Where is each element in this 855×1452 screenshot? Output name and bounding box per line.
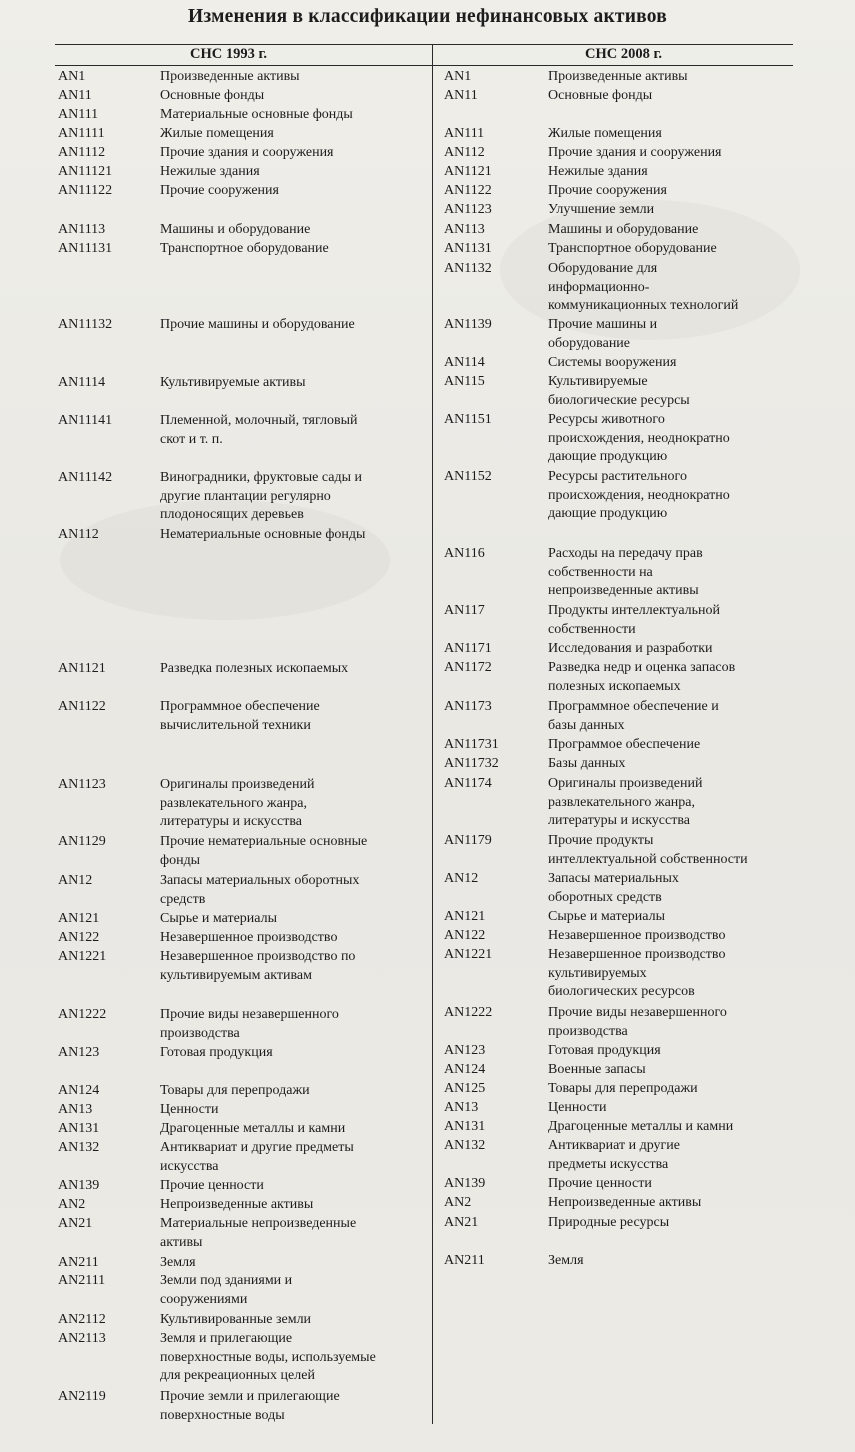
- asset-code: AN1122: [444, 183, 492, 198]
- asset-description: Прочие здания и сооружения: [548, 145, 722, 160]
- asset-code: AN1139: [444, 317, 492, 332]
- asset-description: поверхностные воды: [160, 1407, 285, 1423]
- asset-description: Культивируемые: [548, 374, 648, 389]
- asset-code: AN125: [444, 1081, 486, 1096]
- asset-description: Оригиналы произведений: [548, 776, 703, 791]
- asset-description: Разведка полезных ископаемых: [160, 661, 349, 676]
- asset-description: непроизведенные активы: [548, 583, 699, 598]
- asset-description: Нематериальные основные фонды: [160, 527, 366, 542]
- asset-description: производства: [160, 1025, 240, 1041]
- asset-code: AN1172: [444, 660, 492, 675]
- asset-description: биологических ресурсов: [548, 984, 695, 999]
- asset-code: AN21: [444, 1215, 479, 1230]
- asset-code: AN11141: [58, 413, 113, 428]
- asset-code: AN12: [444, 871, 479, 886]
- asset-code: AN11731: [444, 737, 499, 752]
- asset-description: Ценности: [160, 1102, 219, 1117]
- asset-code: AN1221: [58, 949, 107, 964]
- asset-description: Прочие здания и сооружения: [160, 145, 334, 160]
- asset-code: AN122: [444, 928, 486, 943]
- asset-code: AN1: [444, 69, 472, 84]
- asset-code: AN1152: [444, 469, 492, 484]
- asset-description: Ресурсы растительного: [548, 469, 687, 484]
- column-divider: [432, 44, 433, 1424]
- asset-description: Земля и прилегающие: [160, 1331, 293, 1346]
- asset-description: Драгоценные металлы и камни: [548, 1119, 734, 1134]
- asset-code: AN13: [58, 1102, 93, 1117]
- asset-description: Запасы материальных: [548, 871, 679, 886]
- asset-code: AN1174: [444, 776, 492, 791]
- asset-code: AN11121: [58, 164, 113, 179]
- asset-description: Непроизведенные активы: [160, 1197, 314, 1212]
- asset-description: культивируемых: [548, 965, 647, 981]
- asset-description: Улучшение земли: [548, 202, 655, 217]
- asset-description: Прочие машины и: [548, 317, 658, 332]
- asset-description: Природные ресурсы: [548, 1215, 670, 1230]
- asset-description: Незавершенное производство по: [160, 949, 356, 964]
- asset-code: AN132: [58, 1140, 100, 1155]
- asset-description: Программное обеспечение: [160, 699, 320, 714]
- asset-code: AN1123: [444, 202, 492, 217]
- asset-description: сооружениями: [160, 1291, 248, 1307]
- asset-description: Транспортное оборудование: [160, 241, 329, 256]
- asset-description: Программное обеспечение и: [548, 699, 719, 714]
- asset-description: Продукты интеллектуальной: [548, 603, 721, 618]
- asset-code: AN2111: [58, 1273, 106, 1288]
- asset-description: плодоносящих деревьев: [160, 507, 304, 522]
- asset-description: собственности на: [548, 564, 653, 580]
- asset-description: Незавершенное производство: [548, 947, 726, 962]
- asset-description: Нежилые здания: [160, 164, 260, 179]
- asset-code: AN114: [444, 355, 485, 370]
- asset-description: базы данных: [548, 717, 625, 733]
- asset-description: Машины и оборудование: [548, 222, 699, 237]
- asset-description: Жилые помещения: [160, 126, 274, 141]
- asset-description: Прочие сооружения: [160, 183, 279, 198]
- asset-description: искусства: [160, 1158, 219, 1174]
- asset-description: другие плантации регулярно: [160, 488, 331, 504]
- asset-description: Системы вооружения: [548, 355, 677, 370]
- asset-code: AN1111: [58, 126, 105, 141]
- asset-description: Товары для перепродажи: [548, 1081, 698, 1096]
- asset-code: AN121: [58, 911, 100, 926]
- asset-description: Прочие ценности: [548, 1176, 652, 1191]
- asset-description: интеллектуальной собственности: [548, 851, 748, 867]
- asset-description: для рекреационных целей: [160, 1368, 315, 1383]
- asset-description: поверхностные воды, используемые: [160, 1349, 376, 1365]
- asset-code: AN1112: [58, 145, 106, 160]
- asset-code: AN1151: [444, 412, 492, 427]
- asset-description: Драгоценные металлы и камни: [160, 1121, 346, 1136]
- asset-code: AN111: [58, 107, 99, 122]
- asset-code: AN2: [444, 1195, 472, 1210]
- asset-code: AN1132: [444, 261, 492, 276]
- asset-description: Земли под зданиями и: [160, 1273, 293, 1288]
- asset-description: Антиквариат и другие: [548, 1138, 680, 1153]
- asset-description: Незавершенное производство: [548, 928, 726, 943]
- asset-description: Нежилые здания: [548, 164, 648, 179]
- asset-code: AN1131: [444, 241, 492, 256]
- asset-code: AN112: [444, 145, 485, 160]
- asset-description: Готовая продукция: [160, 1045, 273, 1060]
- asset-description: скот и т. п.: [160, 431, 223, 447]
- asset-code: AN1171: [444, 641, 492, 656]
- asset-code: AN11122: [58, 183, 113, 198]
- asset-description: собственности: [548, 621, 636, 637]
- asset-description: Земля: [548, 1253, 584, 1268]
- asset-description: Культивируемые активы: [160, 375, 306, 390]
- asset-description: оборудование: [548, 335, 631, 351]
- asset-description: Ценности: [548, 1100, 607, 1115]
- asset-description: Товары для перепродажи: [160, 1083, 310, 1098]
- right-column-header: СНС 2008 г.: [585, 46, 663, 62]
- asset-code: AN131: [58, 1121, 100, 1136]
- asset-description: культивируемым активам: [160, 967, 312, 983]
- asset-code: AN1222: [58, 1007, 107, 1022]
- asset-code: AN12: [58, 873, 93, 888]
- asset-description: Расходы на передачу прав: [548, 546, 703, 561]
- asset-description: Непроизведенные активы: [548, 1195, 702, 1210]
- asset-description: Прочие виды незавершенного: [160, 1007, 339, 1022]
- asset-description: Транспортное оборудование: [548, 241, 717, 256]
- asset-code: AN1179: [444, 833, 492, 848]
- asset-code: AN1222: [444, 1005, 493, 1020]
- asset-description: происхождения, неоднократно: [548, 430, 730, 446]
- asset-description: Прочие машины и оборудование: [160, 317, 355, 332]
- asset-description: полезных ископаемых: [548, 678, 681, 694]
- asset-description: Прочие ценности: [160, 1178, 264, 1193]
- asset-code: AN2112: [58, 1312, 106, 1327]
- asset-description: Оборудование для: [548, 261, 658, 276]
- asset-description: Прочие продукты: [548, 833, 654, 848]
- asset-description: Основные фонды: [160, 88, 265, 103]
- asset-code: AN13: [444, 1100, 479, 1115]
- asset-description: литературы и искусства: [160, 814, 302, 829]
- asset-code: AN124: [444, 1062, 486, 1077]
- asset-description: оборотных средств: [548, 889, 662, 905]
- asset-description: предметы искусства: [548, 1156, 669, 1172]
- asset-code: AN116: [444, 546, 485, 561]
- left-column-header: СНС 1993 г.: [190, 46, 268, 62]
- asset-description: Ресурсы животного: [548, 412, 665, 427]
- asset-code: AN1123: [58, 777, 106, 792]
- asset-description: Разведка недр и оценка запасов: [548, 660, 736, 675]
- asset-description: Прочие нематериальные основные: [160, 834, 368, 849]
- asset-description: дающие продукцию: [548, 506, 668, 521]
- asset-description: средств: [160, 891, 206, 907]
- asset-description: Исследования и разработки: [548, 641, 713, 656]
- asset-description: Жилые помещения: [548, 126, 662, 141]
- asset-code: AN121: [444, 909, 486, 924]
- table-header-rule: [55, 65, 793, 66]
- asset-code: AN132: [444, 1138, 486, 1153]
- asset-code: AN1221: [444, 947, 493, 962]
- asset-code: AN139: [58, 1178, 100, 1193]
- asset-code: AN1121: [58, 661, 106, 676]
- asset-code: AN21: [58, 1216, 93, 1231]
- asset-description: вычислительной техники: [160, 717, 311, 733]
- asset-description: развлекательного жанра,: [160, 795, 307, 811]
- asset-code: AN124: [58, 1083, 100, 1098]
- asset-description: Прочие земли и прилегающие: [160, 1389, 340, 1404]
- asset-code: AN111: [444, 126, 485, 141]
- asset-code: AN211: [444, 1253, 485, 1268]
- asset-code: AN122: [58, 930, 100, 945]
- asset-code: AN11: [444, 88, 478, 103]
- asset-description: дающие продукцию: [548, 449, 668, 464]
- asset-code: AN123: [444, 1043, 486, 1058]
- asset-description: Незавершенное производство: [160, 930, 338, 945]
- asset-code: AN11: [58, 88, 92, 103]
- asset-description: активы: [160, 1234, 203, 1250]
- asset-description: Запасы материальных оборотных: [160, 873, 360, 888]
- asset-description: Антиквариат и другие предметы: [160, 1140, 354, 1155]
- asset-description: информационно-: [548, 279, 650, 295]
- asset-description: производства: [548, 1023, 628, 1039]
- asset-description: происхождения, неоднократно: [548, 487, 730, 503]
- asset-description: Военные запасы: [548, 1062, 646, 1077]
- asset-description: Виноградники, фруктовые сады и: [160, 470, 362, 485]
- asset-code: AN1121: [444, 164, 492, 179]
- asset-description: развлекательного жанра,: [548, 794, 695, 810]
- asset-description: Машины и оборудование: [160, 222, 311, 237]
- asset-code: AN113: [444, 222, 485, 237]
- asset-code: AN117: [444, 603, 485, 618]
- asset-description: литературы и искусства: [548, 813, 690, 828]
- asset-code: AN1173: [444, 699, 492, 714]
- asset-description: Основные фонды: [548, 88, 653, 103]
- asset-code: AN115: [444, 374, 485, 389]
- asset-code: AN2119: [58, 1389, 106, 1404]
- asset-description: Прочие виды незавершенного: [548, 1005, 727, 1020]
- asset-code: AN131: [444, 1119, 486, 1134]
- asset-code: AN211: [58, 1255, 99, 1270]
- asset-description: Произведенные активы: [548, 69, 688, 84]
- asset-description: Произведенные активы: [160, 69, 300, 84]
- asset-code: AN1122: [58, 699, 106, 714]
- asset-description: Сырье и материалы: [160, 911, 278, 926]
- asset-code: AN11132: [58, 317, 113, 332]
- asset-description: Оригиналы произведений: [160, 777, 315, 792]
- asset-description: Племенной, молочный, тягловый: [160, 413, 358, 428]
- asset-description: Готовая продукция: [548, 1043, 661, 1058]
- asset-description: биологические ресурсы: [548, 392, 690, 408]
- asset-code: AN2: [58, 1197, 86, 1212]
- asset-description: Материальные основные фонды: [160, 107, 353, 122]
- asset-code: AN11131: [58, 241, 113, 256]
- asset-description: Культивированные земли: [160, 1312, 312, 1327]
- asset-description: фонды: [160, 852, 201, 868]
- asset-description: Базы данных: [548, 756, 626, 771]
- asset-code: AN11142: [58, 470, 113, 485]
- asset-code: AN1: [58, 69, 86, 84]
- asset-code: AN123: [58, 1045, 100, 1060]
- table-top-rule: [55, 44, 793, 45]
- document-title: Изменения в классификации нефинансовых активов: [188, 6, 667, 27]
- asset-description: Сырье и материалы: [548, 909, 666, 924]
- asset-code: AN1129: [58, 834, 106, 849]
- asset-code: AN139: [444, 1176, 486, 1191]
- asset-code: AN1113: [58, 222, 106, 237]
- asset-code: AN2113: [58, 1331, 106, 1346]
- asset-description: коммуникационных технологий: [548, 298, 739, 313]
- asset-code: AN112: [58, 527, 99, 542]
- asset-code: AN11732: [444, 756, 499, 771]
- asset-description: Программое обеспечение: [548, 737, 701, 752]
- asset-description: Материальные непроизведенные: [160, 1216, 357, 1231]
- asset-description: Земля: [160, 1255, 196, 1270]
- asset-description: Прочие сооружения: [548, 183, 667, 198]
- asset-code: AN1114: [58, 375, 106, 390]
